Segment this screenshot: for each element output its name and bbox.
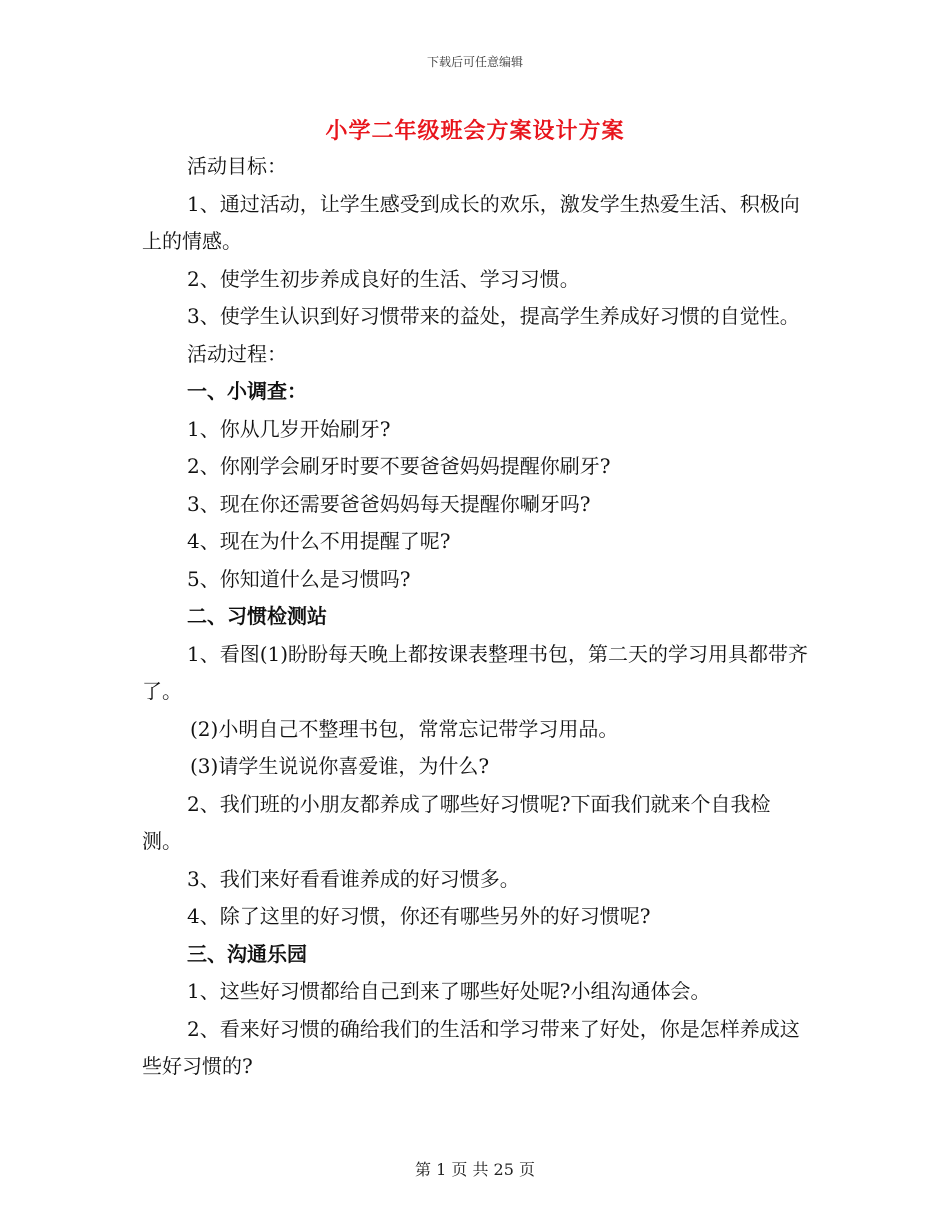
document-title: 小学二年级班会方案设计方案	[325, 118, 625, 144]
section-heading: 一、小调查：	[187, 379, 307, 403]
paragraph: (2)小明自己不整理书包，常常忘记带学习用品。	[190, 716, 619, 741]
section-heading: 三、沟通乐园	[187, 941, 307, 966]
paragraph: 1、你从几岁开始刷牙?	[187, 416, 391, 441]
paragraph: 1、看图(1)盼盼每天晚上都按课表整理书包，第二天的学习用具都带齐了。	[142, 641, 809, 703]
paragraph: 活动过程：	[187, 341, 287, 366]
paragraph: 1、通过活动，让学生感受到成长的欢乐，激发学生热爱生活、积极向上的情感。	[142, 191, 800, 253]
paragraph: 活动目标：	[187, 154, 287, 178]
paragraph: 2、看来好习惯的确给我们的生活和学习带来了好处，你是怎样养成这些好习惯的?	[142, 1016, 800, 1078]
paragraph: 5、你知道什么是习惯吗?	[187, 566, 411, 591]
paragraph: 4、除了这里的好习惯，你还有哪些另外的好习惯呢?	[187, 904, 651, 928]
paragraph: 2、我们班的小朋友都养成了哪些好习惯呢?下面我们就来个自我检测。	[142, 791, 771, 853]
paragraph: 4、现在为什么不用提醒了呢?	[187, 529, 451, 553]
paragraph: 2、你刚学会刷牙时要不要爸爸妈妈提醒你刷牙?	[187, 454, 611, 478]
paragraph: (3)请学生说说你喜爱谁，为什么?	[190, 754, 490, 778]
page-footer: 第 1 页 共 25 页	[415, 1160, 535, 1179]
paragraph: 1、这些好习惯都给自己到来了哪些好处呢?小组沟通体会。	[187, 979, 711, 1003]
section-heading: 二、习惯检测站	[187, 604, 327, 628]
paragraph: 3、使学生认识到好习惯带来的益处，提高学生养成好习惯的自觉性。	[187, 304, 800, 328]
document-body	[142, 148, 810, 1086]
paragraph: 3、现在你还需要爸爸妈妈每天提醒你唰牙吗?	[187, 491, 591, 516]
paragraph: 3、我们来好看看谁养成的好习惯多。	[187, 866, 520, 891]
header-note: 下载后可任意编辑	[426, 55, 523, 69]
paragraph: 2、使学生初步养成良好的生活、学习习惯。	[187, 266, 580, 291]
